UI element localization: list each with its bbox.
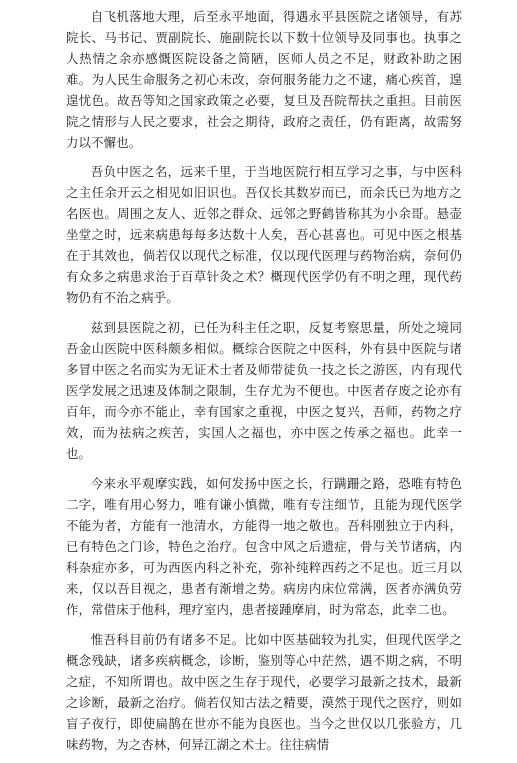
paragraph-2: 吾负中医之名，远来千里，于当地医院行相互学习之事，与中医科之主任余开云之相见如旧识也。吾仅长其数岁而已，而余氏已为地方之名医也。周围之友人、近邻之群众、远邻之野鹤皆称其为小余哥。悬壶坐堂之时，远来病患每每多达数十人矣，吾心甚喜也。可见中医之根基在于其效也，倘若仅以现代之标准，仅以现代医理与药物治病，奈何仍有众多之病患求治于百草针灸之术？概现代医学仍有不明之理，现代药物仍有不治之病乎。 — [66, 164, 462, 305]
document-body — [66, 6, 462, 763]
paragraph-1: 自飞机落地大理，后至永平地面，得遇永平县医院之诸领导，有苏院长、马书记、贾副院长、施副院长以下数十位领导及同事也。执事之人热情之余亦感慨医院设备之简陋，医师人员之不足，财政补助之困难。为人民生命服务之初心未改，奈何服务能力之不逮，痛心疾首，遑遑忧色。故吾等知之国家政策之必要，复旦及吾院帮扶之重担。目前医院之情形与人民之要求，社会之期待，政府之责任，仍有距离，故需努力以不懈也。 — [66, 9, 462, 150]
paragraph-3: 兹到县医院之初，已任为科主任之职，反复考察思量，所处之境同吾金山医院中医科颇多相似。概综合医院之中医科，外有县中医院与诸多冒中医之名而实为无证术士者及师带徒负一技之长之游医，内有现代医学发展之迅速及体制之限制，生存尤为不便也。中医者存废之论亦有百年，而今亦不能止，幸有国家之重视，中医之复兴，吾师，药物之疗效，而为祛病之疾苦，实国人之福也，亦中医之传承之福也。此幸一也。 — [66, 320, 462, 461]
paragraph-4: 今来永平观摩实践，如何发扬中医之长，行蹒跚之路，恐唯有特色二字，唯有用心努力，唯有谦小慎微，唯有专注细节，且能为现代医学不能为者，方能有一池清水，方能得一地之敬也。吾科刚独立于内科，已有特色之门诊，特色之治疗。包含中风之后遗症，骨与关节诸病，内科杂症亦多，可为西医内科之补充，弥补纯粹西药之不足也。近三月以来，仅以吾目视之，患者有渐增之势。病房内床位常满，医者亦满负劳作，常借床于他科，理疗室内，患者接踵摩肩，时为常态，此幸二也。 — [66, 476, 462, 617]
paragraph-5: 惟吾科目前仍有诸多不足。比如中医基础较为扎实，但现代医学之概念残缺，诸多疾病概念，诊断，鉴别等心中茫然，遇不期之病，不明之症，不知所谓也。故中医之生存于现代，必要学习最新之技术，最新之诊断，最新之治疗。倘若仅知古法之精要，漠然于现代之医疗，则如盲子夜行，即使扁鹊在世亦不能为良医也。当今之世仅以几张验方，几味药物，为之杏林，何异江湖之术士。往往病情 — [66, 632, 462, 752]
